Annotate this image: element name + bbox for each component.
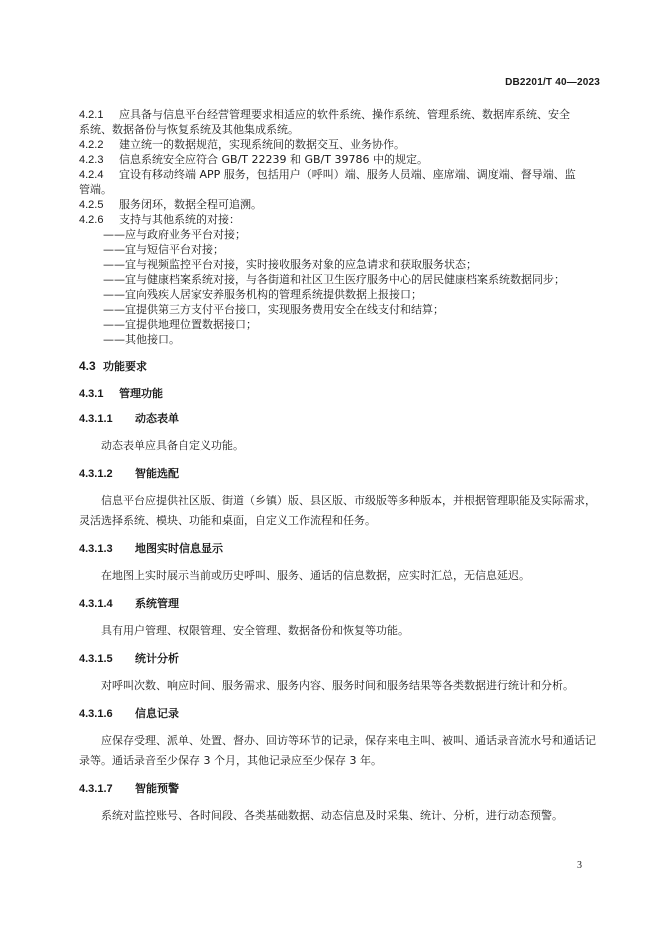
- subsection-number: 4.3.1.2: [79, 468, 113, 480]
- section-heading-4-3-1: [79, 386, 602, 401]
- section-title: 功能要求: [103, 360, 147, 373]
- paragraph: 应保存受理、派单、处置、督办、回访等环节的记录，保存来电主叫、被叫、通话录音流水号和通话记录等。通话录音至少保存 3 个月，其他记录应至少保存 3 年。: [79, 734, 596, 767]
- subsection-heading: [79, 706, 602, 721]
- clause-text: 系统、数据备份与恢复系统及其他集成系统。: [79, 123, 299, 136]
- clause-continuation: [79, 182, 602, 197]
- paragraph: 系统对监控账号、各时间段、各类基础数据、动态信息及时采集、统计、分析，进行动态预警。: [101, 809, 563, 822]
- subsection-number: 4.3.1.1: [79, 413, 113, 425]
- clause-text: 管端。: [79, 183, 112, 196]
- list-item: ——宜与短信平台对接；: [103, 243, 224, 256]
- subsection-heading: [79, 411, 602, 426]
- subsection-title: 智能选配: [135, 467, 179, 480]
- document-code: DB2201/T 40—2023: [505, 77, 600, 88]
- clause-4-2-3: [79, 152, 602, 167]
- clause-4-2-1: [79, 107, 602, 122]
- subsection-heading: [79, 781, 602, 796]
- subsection-title: 智能预警: [135, 782, 179, 795]
- list-item: ——应与政府业务平台对接；: [103, 228, 246, 241]
- subsection-number: 4.3.1.5: [79, 653, 113, 665]
- list-item: ——宜与视频监控平台对接，实时接收服务对象的应急请求和获取服务状态；: [103, 258, 477, 271]
- subsection-title: 信息记录: [135, 707, 179, 720]
- subsection-heading: [79, 651, 602, 666]
- clause-text: 支持与其他系统的对接：: [119, 213, 240, 226]
- clause-text: 应具备与信息平台经营管理要求相适应的软件系统、操作系统、管理系统、数据库系统、安全: [119, 108, 570, 121]
- paragraph: 对呼叫次数、响应时间、服务需求、服务内容、服务时间和服务结果等各类数据进行统计和分析。: [101, 679, 574, 692]
- list-item: ——宜提供地理位置数据接口；: [103, 318, 257, 331]
- subsection-heading: [79, 541, 602, 556]
- subsection-title: 统计分析: [135, 652, 179, 665]
- list-item: ——其他接口。: [103, 333, 180, 346]
- clause-4-2-4: [79, 167, 602, 182]
- clause-number: 4.2.3: [79, 154, 104, 166]
- subsection-heading: [79, 466, 602, 481]
- paragraph: 在地图上实时展示当前或历史呼叫、服务、通话的信息数据，应实时汇总，无信息延迟。: [101, 569, 530, 582]
- subsection-heading: [79, 596, 602, 611]
- subsection-number: 4.3.1.7: [79, 783, 113, 795]
- clause-number: 4.2.1: [79, 109, 104, 121]
- subsection-title: 地图实时信息显示: [135, 542, 223, 555]
- paragraph: 具有用户管理、权限管理、安全管理、数据备份和恢复等功能。: [101, 624, 409, 637]
- subsection-title: 系统管理: [135, 597, 179, 610]
- clause-4-2-5: [79, 197, 602, 212]
- section-title: 管理功能: [119, 387, 163, 400]
- list-item: ——宜提供第三方支付平台接口，实现服务费用安全在线支付和结算；: [103, 303, 444, 316]
- clause-4-2-2: [79, 137, 602, 152]
- clause-continuation: [79, 122, 602, 137]
- subsection-number: 4.3.1.6: [79, 708, 113, 720]
- clause-number: 4.2.6: [79, 214, 104, 226]
- subsection-number: 4.3.1.3: [79, 543, 113, 555]
- clause-text: 建立统一的数据规范，实现系统间的数据交互、业务协作。: [119, 138, 405, 151]
- clause-number: 4.2.2: [79, 139, 104, 151]
- subsection-title: 动态表单: [135, 412, 179, 425]
- section-number: 4.3.1: [79, 388, 104, 400]
- clause-number: 4.2.4: [79, 169, 104, 181]
- clause-number: 4.2.5: [79, 199, 104, 211]
- paragraph: 信息平台应提供社区版、街道（乡镇）版、县区版、市级版等多种版本，并根据管理职能及实际需求，灵活选择系统、模块、功能和桌面，自定义工作流程和任务。: [79, 494, 596, 527]
- page-number: 3: [577, 860, 582, 871]
- section-heading-4-3: [79, 356, 602, 376]
- clause-text: 宜设有移动终端 APP 服务，包括用户（呼叫）端、服务人员端、座席端、调度端、督导端、监: [119, 168, 576, 181]
- list-item: ——宜向残疾人居家安养服务机构的管理系统提供数据上报接口；: [103, 288, 422, 301]
- document-body: [79, 107, 602, 826]
- list-item: ——宜与健康档案系统对接，与各街道和社区卫生医疗服务中心的居民健康档案系统数据同步；: [103, 273, 565, 286]
- paragraph: 动态表单应具备自定义功能。: [101, 439, 244, 452]
- clause-4-2-6: [79, 212, 602, 227]
- subsection-number: 4.3.1.4: [79, 598, 113, 610]
- clause-text: 服务闭环，数据全程可追溯。: [119, 198, 262, 211]
- clause-text: 信息系统安全应符合 GB/T 22239 和 GB/T 39786 中的规定。: [119, 153, 428, 166]
- section-number: 4.3: [79, 359, 96, 373]
